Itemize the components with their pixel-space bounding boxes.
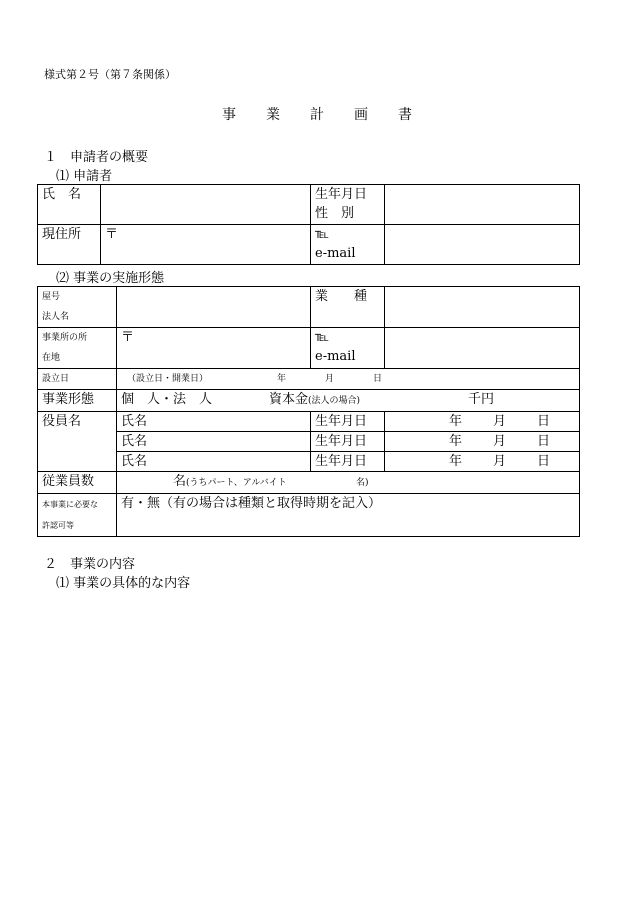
email-label: e-mail [315, 246, 356, 261]
name-value-cell[interactable] [101, 185, 311, 225]
office-value-cell[interactable] [117, 328, 311, 369]
business-form-value: 個 人・法 人 [121, 392, 213, 407]
section-heading-2: ２ 事業の内容 [44, 557, 136, 572]
day-label: 日 [537, 454, 551, 469]
officer-birth-label: 生年月日 [315, 414, 368, 429]
officer-birth-label-cell [311, 412, 385, 432]
office-contact-value-cell[interactable] [385, 328, 580, 369]
year-label: 年 [449, 414, 463, 429]
employees-label: 従業員数 [42, 474, 95, 489]
officer-birth-label-cell [311, 432, 385, 452]
office-contact-label-cell [311, 328, 385, 369]
title-char: 事 [222, 107, 236, 123]
birth-sex-label-cell [311, 185, 385, 225]
title-char: 業 [266, 107, 280, 123]
officer-birth-value-cell[interactable] [385, 452, 580, 472]
postal-mark: 〒 [105, 227, 119, 242]
name-label: 氏 名 [42, 187, 82, 202]
sex-label: 性 別 [315, 206, 355, 221]
name-label-cell [38, 185, 101, 225]
title-char: 計 [310, 107, 324, 123]
officer-name-cell[interactable] [117, 432, 311, 452]
permit-label-line2: 許認可等 [42, 521, 74, 530]
officers-label-cell [38, 412, 117, 472]
month-label: 月 [325, 374, 335, 384]
month-label: 月 [493, 414, 507, 429]
postal-mark: 〒 [121, 330, 135, 345]
office-label-line1: 事業所の所 [42, 333, 88, 343]
trade-name-label-cell [38, 287, 117, 328]
permit-value-cell[interactable] [117, 494, 580, 537]
subsection-applicant: ⑴ 申請者 [56, 169, 113, 184]
officer-name-label: 氏名 [121, 434, 148, 449]
business-form-label-cell [38, 390, 117, 412]
employees-unit: 名 [173, 474, 187, 489]
address-label: 現住所 [42, 227, 82, 242]
month-label: 月 [493, 454, 507, 469]
industry-label: 業 種 [315, 289, 368, 304]
officer-birth-value-cell[interactable] [385, 412, 580, 432]
form-number: 様式第２号（第７条関係） [44, 68, 176, 81]
industry-value-cell[interactable] [385, 287, 580, 328]
title-char: 画 [354, 107, 368, 123]
year-label: 年 [277, 374, 287, 384]
title-char: 書 [398, 107, 412, 123]
contact-value-cell[interactable] [385, 225, 580, 265]
permit-label-line1: 本事業に必要な [42, 500, 98, 509]
permit-value: 有・無（有の場合は種類と取得時期を記入） [121, 496, 382, 511]
business-table [37, 286, 580, 537]
capital-label: 資本金 [269, 392, 309, 407]
contact-label-cell [311, 225, 385, 265]
officer-name-label: 氏名 [121, 454, 148, 469]
applicant-table [37, 184, 580, 265]
office-label-cell [38, 328, 117, 369]
document-title [222, 104, 442, 124]
officer-birth-label: 生年月日 [315, 434, 368, 449]
year-label: 年 [449, 434, 463, 449]
office-label-line2: 在地 [42, 353, 61, 363]
officers-label: 役員名 [42, 414, 82, 429]
address-label-cell [38, 225, 101, 265]
trade-name-label: 屋号 [42, 292, 61, 302]
officer-name-cell[interactable] [117, 412, 311, 432]
capital-note: (法人の場合) [308, 396, 361, 406]
officer-birth-label-cell [311, 452, 385, 472]
trade-name-value-cell[interactable] [117, 287, 311, 328]
corp-name-label: 法人名 [42, 312, 70, 322]
industry-label-cell [311, 287, 385, 328]
employees-note-unit: 名) [356, 478, 369, 488]
employees-note: (うちパート、アルバイト [186, 478, 287, 488]
subsection-business-form: ⑵ 事業の実施形態 [56, 271, 165, 286]
day-label: 日 [373, 374, 383, 384]
birth-sex-value-cell[interactable] [385, 185, 580, 225]
month-label: 月 [493, 434, 507, 449]
business-form-label: 事業形態 [42, 392, 95, 407]
permit-label-cell [38, 494, 117, 537]
established-value-cell[interactable] [117, 369, 580, 390]
business-form-value-cell[interactable] [117, 390, 580, 412]
established-label-cell [38, 369, 117, 390]
established-note: （設立日・開業日） [127, 374, 209, 384]
officer-birth-value-cell[interactable] [385, 432, 580, 452]
birth-label: 生年月日 [315, 187, 368, 202]
day-label: 日 [537, 414, 551, 429]
email-label: e-mail [315, 349, 356, 364]
tel-label: ℡ [315, 227, 329, 242]
address-value-cell[interactable] [101, 225, 311, 265]
subsection-business-content: ⑴ 事業の具体的な内容 [56, 576, 191, 591]
section-heading-1: １ 申請者の概要 [44, 150, 149, 165]
tel-label: ℡ [315, 330, 329, 345]
established-label: 設立日 [42, 374, 70, 384]
employees-value-cell[interactable] [117, 472, 580, 494]
officer-name-label: 氏名 [121, 414, 148, 429]
day-label: 日 [537, 434, 551, 449]
officer-birth-label: 生年月日 [315, 454, 368, 469]
officer-name-cell[interactable] [117, 452, 311, 472]
year-label: 年 [449, 454, 463, 469]
capital-unit: 千円 [468, 392, 495, 407]
employees-label-cell [38, 472, 117, 494]
